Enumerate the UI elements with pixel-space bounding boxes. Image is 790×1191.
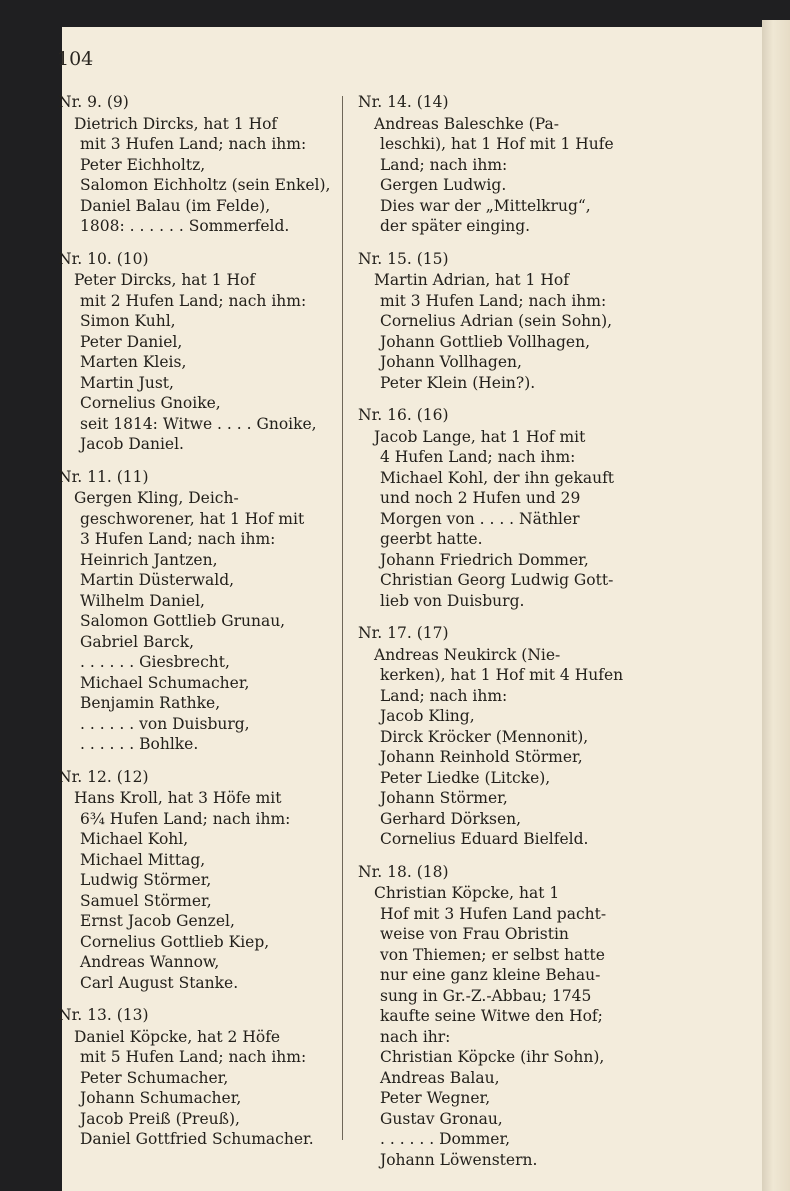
column-divider xyxy=(342,96,343,1140)
entry-line: geerbt hatte. xyxy=(380,530,483,548)
entry-line: Gergen Kling, Deich- xyxy=(74,489,239,507)
entry xyxy=(358,249,643,394)
entry-line: Peter Klein (Hein?). xyxy=(380,373,536,392)
entry-line: . . . . . . Bohlke. xyxy=(80,735,199,753)
entry xyxy=(358,405,643,611)
entry-line: weise von Frau Obristin xyxy=(380,925,569,943)
entry-line: Christian Köpcke (ihr Sohn), xyxy=(380,1048,605,1066)
entry-line: mit 2 Hufen Land; nach ihm: xyxy=(80,291,307,310)
entry-line: Dirck Kröcker (Mennonit), xyxy=(380,727,589,746)
entry-line: Land; nach ihm: xyxy=(380,155,508,174)
entry-line: Gustav Gronau, xyxy=(380,1109,503,1128)
entry-line: Peter Schumacher, xyxy=(80,1068,229,1087)
entry-line: Daniel Balau (im Felde), xyxy=(80,196,271,215)
entry-line: Land; nach ihm: xyxy=(380,686,508,705)
entry-number: Nr. 14. (14) xyxy=(358,93,449,111)
entry-line: Martin Just, xyxy=(80,373,174,392)
entry xyxy=(58,467,330,755)
entry-line: Jacob Kling, xyxy=(380,707,475,725)
entry xyxy=(58,767,330,994)
entry-line: 3 Hufen Land; nach ihm: xyxy=(80,530,276,548)
entry-line: Johann Schumacher, xyxy=(80,1089,242,1107)
entry-line: Johann Friedrich Dommer, xyxy=(380,550,589,569)
entry-line: Daniel Köpcke, hat 2 Höfe xyxy=(74,1027,281,1046)
entry-line: Salomon Eichholtz (sein Enkel), xyxy=(80,176,330,194)
entry-line: Benjamin Rathke, xyxy=(80,694,221,712)
entry-line: Peter Eichholtz, xyxy=(80,155,206,174)
entry-line: leschki), hat 1 Hof mit 1 Hufe xyxy=(380,135,614,153)
entry-line: Jacob Preiß (Preuß), xyxy=(80,1109,240,1128)
entry-line: lieb von Duisburg. xyxy=(380,591,525,610)
entry-line: Cornelius Gottlieb Kiep, xyxy=(80,932,270,951)
entry-line: Peter Daniel, xyxy=(80,332,183,351)
entry-line: Jacob Lange, hat 1 Hof mit xyxy=(374,427,586,446)
entry-line: Dietrich Dircks, hat 1 Hof xyxy=(74,114,278,133)
entry xyxy=(358,623,643,850)
entry-line: Johann Löwenstern. xyxy=(380,1150,538,1169)
entry-number: Nr. 12. (12) xyxy=(58,767,149,786)
entry xyxy=(58,1005,330,1150)
entry-line: Andreas Balau, xyxy=(380,1068,500,1087)
entry-line: Peter Dircks, hat 1 Hof xyxy=(74,271,256,289)
entry-line: mit 3 Hufen Land; nach ihm: xyxy=(380,291,607,310)
entry-line: nach ihr: xyxy=(380,1027,451,1046)
entry-line: Michael Kohl, xyxy=(80,830,189,848)
entry-number: Nr. 10. (10) xyxy=(58,249,149,268)
entry-line: Heinrich Jantzen, xyxy=(80,550,218,569)
entry-line: Gergen Ludwig. xyxy=(380,176,507,194)
entry-line: . . . . . . Giesbrecht, xyxy=(80,653,230,671)
entry-line: Peter Liedke (Litcke), xyxy=(380,768,551,787)
entry xyxy=(58,92,330,237)
entry-number: Nr. 11. (11) xyxy=(58,467,149,486)
entry-number: Nr. 16. (16) xyxy=(358,406,449,424)
entry-line: Andreas Neukirck (Nie- xyxy=(374,645,561,664)
page-edge xyxy=(762,20,790,1191)
entry-line: nur eine ganz kleine Behau- xyxy=(380,966,601,984)
entry-line: mit 3 Hufen Land; nach ihm: xyxy=(80,135,307,153)
entry-line: von Thiemen; er selbst hatte xyxy=(380,945,605,964)
entry-number: Nr. 9. (9) xyxy=(58,93,129,111)
entry-line: Gerhard Dörksen, xyxy=(380,809,522,828)
entry-line: sung in Gr.-Z.-Abbau; 1745 xyxy=(380,986,592,1005)
entry-line: kerken), hat 1 Hof mit 4 Hufen xyxy=(380,666,624,684)
entry-line: Christian Köpcke, hat 1 xyxy=(374,884,560,902)
entry-line: . . . . . . von Duisburg, xyxy=(80,714,250,733)
entry-number: Nr. 13. (13) xyxy=(58,1006,149,1024)
right-column xyxy=(358,92,643,1182)
entry-line: Hans Kroll, hat 3 Höfe mit xyxy=(74,789,282,807)
entry-line: Christian Georg Ludwig Gott- xyxy=(380,571,614,589)
entry-line: Johann Gottlieb Vollhagen, xyxy=(380,332,591,351)
entry-line: seit 1814: Witwe . . . . Gnoike, xyxy=(80,414,317,433)
entry-line: Michael Mittag, xyxy=(80,850,206,869)
entry-line: Daniel Gottfried Schumacher. xyxy=(80,1130,314,1148)
entry-line: Simon Kuhl, xyxy=(80,312,176,330)
entry-line: Michael Schumacher, xyxy=(80,673,250,692)
entry-number: Nr. 15. (15) xyxy=(358,249,449,268)
entry xyxy=(358,862,643,1171)
entry-line: Cornelius Gnoike, xyxy=(80,394,221,412)
entry-line: kaufte seine Witwe den Hof; xyxy=(380,1007,603,1025)
entry-line: Morgen von . . . . Näthler xyxy=(380,509,580,528)
entry-line: Johann Störmer, xyxy=(380,789,508,807)
entry-line: Cornelius Adrian (sein Sohn), xyxy=(380,312,613,330)
entry-line: Andreas Wannow, xyxy=(80,953,220,971)
entry-line: Ludwig Störmer, xyxy=(80,871,212,889)
entry-line: Johann Reinhold Störmer, xyxy=(380,748,583,766)
entry-line: Johann Vollhagen, xyxy=(380,353,522,371)
entry-line: 1808: . . . . . . Sommerfeld. xyxy=(80,217,290,235)
entry-line: Peter Wegner, xyxy=(380,1089,491,1107)
entry-line: . . . . . . Dommer, xyxy=(380,1130,511,1148)
entry-line: Gabriel Barck, xyxy=(80,632,195,651)
entry-line: Michael Kohl, der ihn gekauft xyxy=(380,468,615,487)
entry xyxy=(58,249,330,455)
entry-line: Martin Düsterwald, xyxy=(80,571,235,589)
entry-line: Wilhelm Daniel, xyxy=(80,591,205,610)
page-number: 104 xyxy=(57,48,94,70)
entry-line: Andreas Baleschke (Pa- xyxy=(374,114,559,133)
entry-line: 4 Hufen Land; nach ihm: xyxy=(380,448,576,466)
entry xyxy=(358,92,643,237)
entry-line: Martin Adrian, hat 1 Hof xyxy=(374,271,569,289)
entry-line: 6¾ Hufen Land; nach ihm: xyxy=(80,809,291,828)
entry-line: geschworener, hat 1 Hof mit xyxy=(80,509,305,528)
entry-line: der später einging. xyxy=(380,217,531,235)
entry-line: Marten Kleis, xyxy=(80,353,187,371)
entry-line: mit 5 Hufen Land; nach ihm: xyxy=(80,1048,307,1066)
entry-line: und noch 2 Hufen und 29 xyxy=(380,489,581,507)
entry-line: Ernst Jacob Genzel, xyxy=(80,912,235,930)
entry-number: Nr. 17. (17) xyxy=(358,624,449,642)
entry-line: Hof mit 3 Hufen Land pacht- xyxy=(380,904,607,923)
entry-line: Dies war der „Mittelkrug“, xyxy=(380,196,591,215)
entry-line: Jacob Daniel. xyxy=(80,435,184,453)
entry-line: Cornelius Eduard Bielfeld. xyxy=(380,830,589,848)
left-column xyxy=(58,92,330,1162)
entry-line: Carl August Stanke. xyxy=(80,973,239,992)
entry-line: Samuel Störmer, xyxy=(80,891,212,910)
entry-number: Nr. 18. (18) xyxy=(358,862,449,881)
entry-line: Salomon Gottlieb Grunau, xyxy=(80,612,286,630)
